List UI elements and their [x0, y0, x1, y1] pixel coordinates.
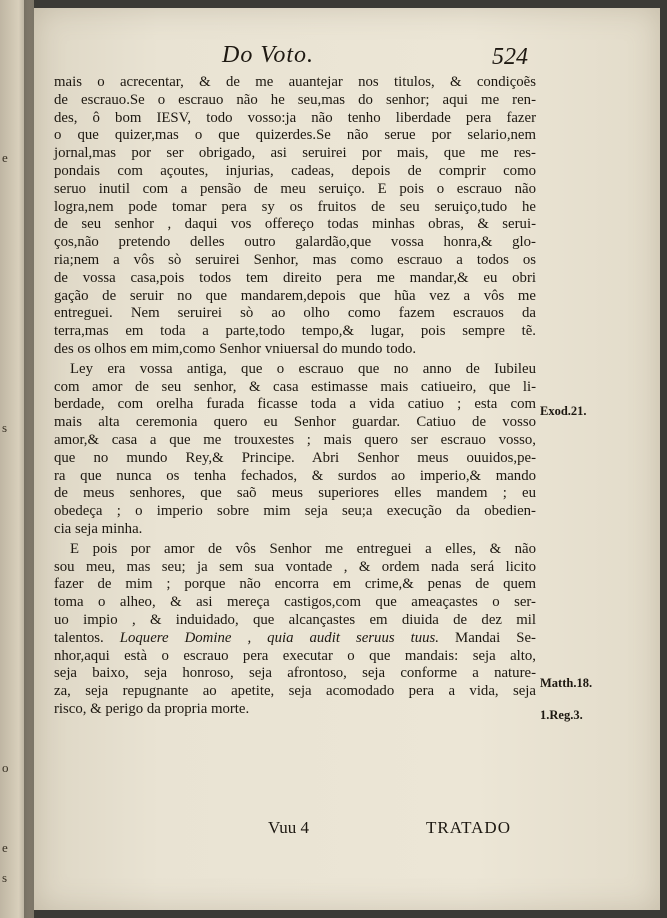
text-line: entreguei. Nem seruirei sò ao olho como fazem escrauos da — [54, 305, 536, 322]
text-line: berdade, com orelha furada ficasse toda a vida catiuo ; esta com — [54, 396, 536, 413]
text-line: de vossa casa,pois todos tem direito pera me mandar,& eu obri — [54, 269, 536, 286]
text-line: Ley era vossa antiga, que o escrauo que no anno de Iubileu — [70, 360, 536, 377]
latin-quote: Loquere Domine , quia audit seruus tuus. — [119, 629, 439, 646]
text-line: des os olhos em mim,como Senhor vniuersal do mundo todo. — [54, 340, 417, 357]
text-line: fazer de mim ; porque não encorra em crime,& penas de quem — [54, 576, 536, 593]
facing-page-letter: e — [2, 150, 8, 165]
text-line: o que quizer,mas o que quizerdes.Se não serue por selario,nem — [54, 127, 536, 144]
text-line: za, seja repugnante ao apetite, seja acomodado pera a vida, seja — [54, 683, 536, 700]
text-line: des, ô bom IESV, todo vosso:ja não tenho liberdade pera fazer — [54, 109, 536, 126]
text-line: toma o alheo, & asi mereça castigos,com que ameaçastes o ser- — [54, 594, 536, 611]
paragraph-1 — [54, 74, 536, 359]
catchword: TRATADO — [426, 818, 511, 837]
text-line: cia seja minha. — [54, 520, 143, 537]
text-line: seja baixo, seja honroso, seja afrontoso, seja conforme a nature- — [54, 665, 536, 682]
text-line: ços,não pretendo delles outro galardão,que vossa honra,& glo- — [54, 234, 536, 251]
text-line-with-quote — [54, 630, 536, 648]
body-text — [54, 74, 536, 719]
text-line: logra,nem pode tomar pera sy os fruitos de seu seruiço,tudo he — [54, 198, 536, 215]
text-line: obedeça ; o imperio sobre mim seja seu;a execução da obedien- — [54, 503, 536, 520]
text-line: nhor,aqui està o escrauo pera executar o que mandais: seja alto, — [54, 647, 536, 664]
text-line: de seu senhor , daqui vos offereço todas minhas obras, & serui- — [54, 216, 536, 233]
text-line: amor,& casa a que me trouxestes ; mais quero ser escrauo vosso, — [54, 431, 536, 448]
margin-note: Matth.18. — [540, 676, 593, 690]
text-line: de escrauo.Se o escrauo não he seu,mas do senhor; aqui me ren- — [54, 91, 536, 108]
running-title: Do Voto. — [222, 42, 314, 68]
facing-page-letter: s — [2, 870, 8, 885]
facing-page-letter: o — [2, 760, 9, 775]
text-line: E pois por amor de vôs Senhor me entreguei a elles, & não — [70, 540, 536, 557]
text-line: terra,mas em toda a parte,todo tempo,& lugar, pois sempre tẽ. — [54, 323, 536, 340]
paragraph-3 — [54, 541, 536, 719]
text-line: uo impio , & induidado, que alcançastes em diuida de dez mil — [54, 611, 536, 628]
text-line: mais alta ceremonia quero eu Senhor guardar. Catiuo de vosso — [54, 414, 536, 431]
text-line: risco, & perigo da propria morte. — [54, 700, 250, 717]
text-line: ra que nunca os tenha fechados, & surdos ao imperio,& mando — [54, 467, 536, 484]
paragraph-2 — [54, 361, 536, 539]
signature-mark: Vuu 4 — [268, 818, 310, 837]
text-line: sou meu, mas seu; ja sem sua vontade , & ordem nada será licito — [54, 558, 536, 575]
text-line: mais o acrecentar, & de me auantejar nos titulos, & condiçoẽs — [54, 74, 536, 90]
text-line: ria;nem a vôs sò seruirei Senhor, mas como escrauo a todos os — [54, 251, 536, 268]
text-line: com amor de seu senhor, & casa estimasse mais catiueiro, que li- — [54, 378, 536, 395]
text-line: de meus senhores, que saõ meus superiores elles mandem ; eu — [54, 485, 536, 502]
margin-note: 1.Reg.3. — [540, 708, 583, 722]
text-line: pondais com açoutes, injurias, cadeas, depois de comprir como — [54, 162, 536, 179]
text-line: seruo inutil com a pensão de meu seruiço. E pois o escrauo não — [54, 180, 536, 197]
facing-page-letter: s — [2, 420, 8, 435]
facing-page-letter: e — [2, 840, 8, 855]
text-fragment: talentos. — [54, 629, 120, 646]
page-number: 524 — [492, 44, 528, 70]
text-line: jornal,mas por ser obrigado, asi seruirei por mais, que me res- — [54, 145, 536, 162]
margin-note: Exod.21. — [540, 404, 587, 418]
text-fragment: Mandai Se- — [439, 629, 536, 646]
text-line: gação de seruir no que mandarem,depois que hũa vez a vôs me — [54, 287, 536, 304]
text-line: que no mundo Rey,& Principe. Abri Senhor meus ouuidos,pe- — [54, 449, 536, 466]
